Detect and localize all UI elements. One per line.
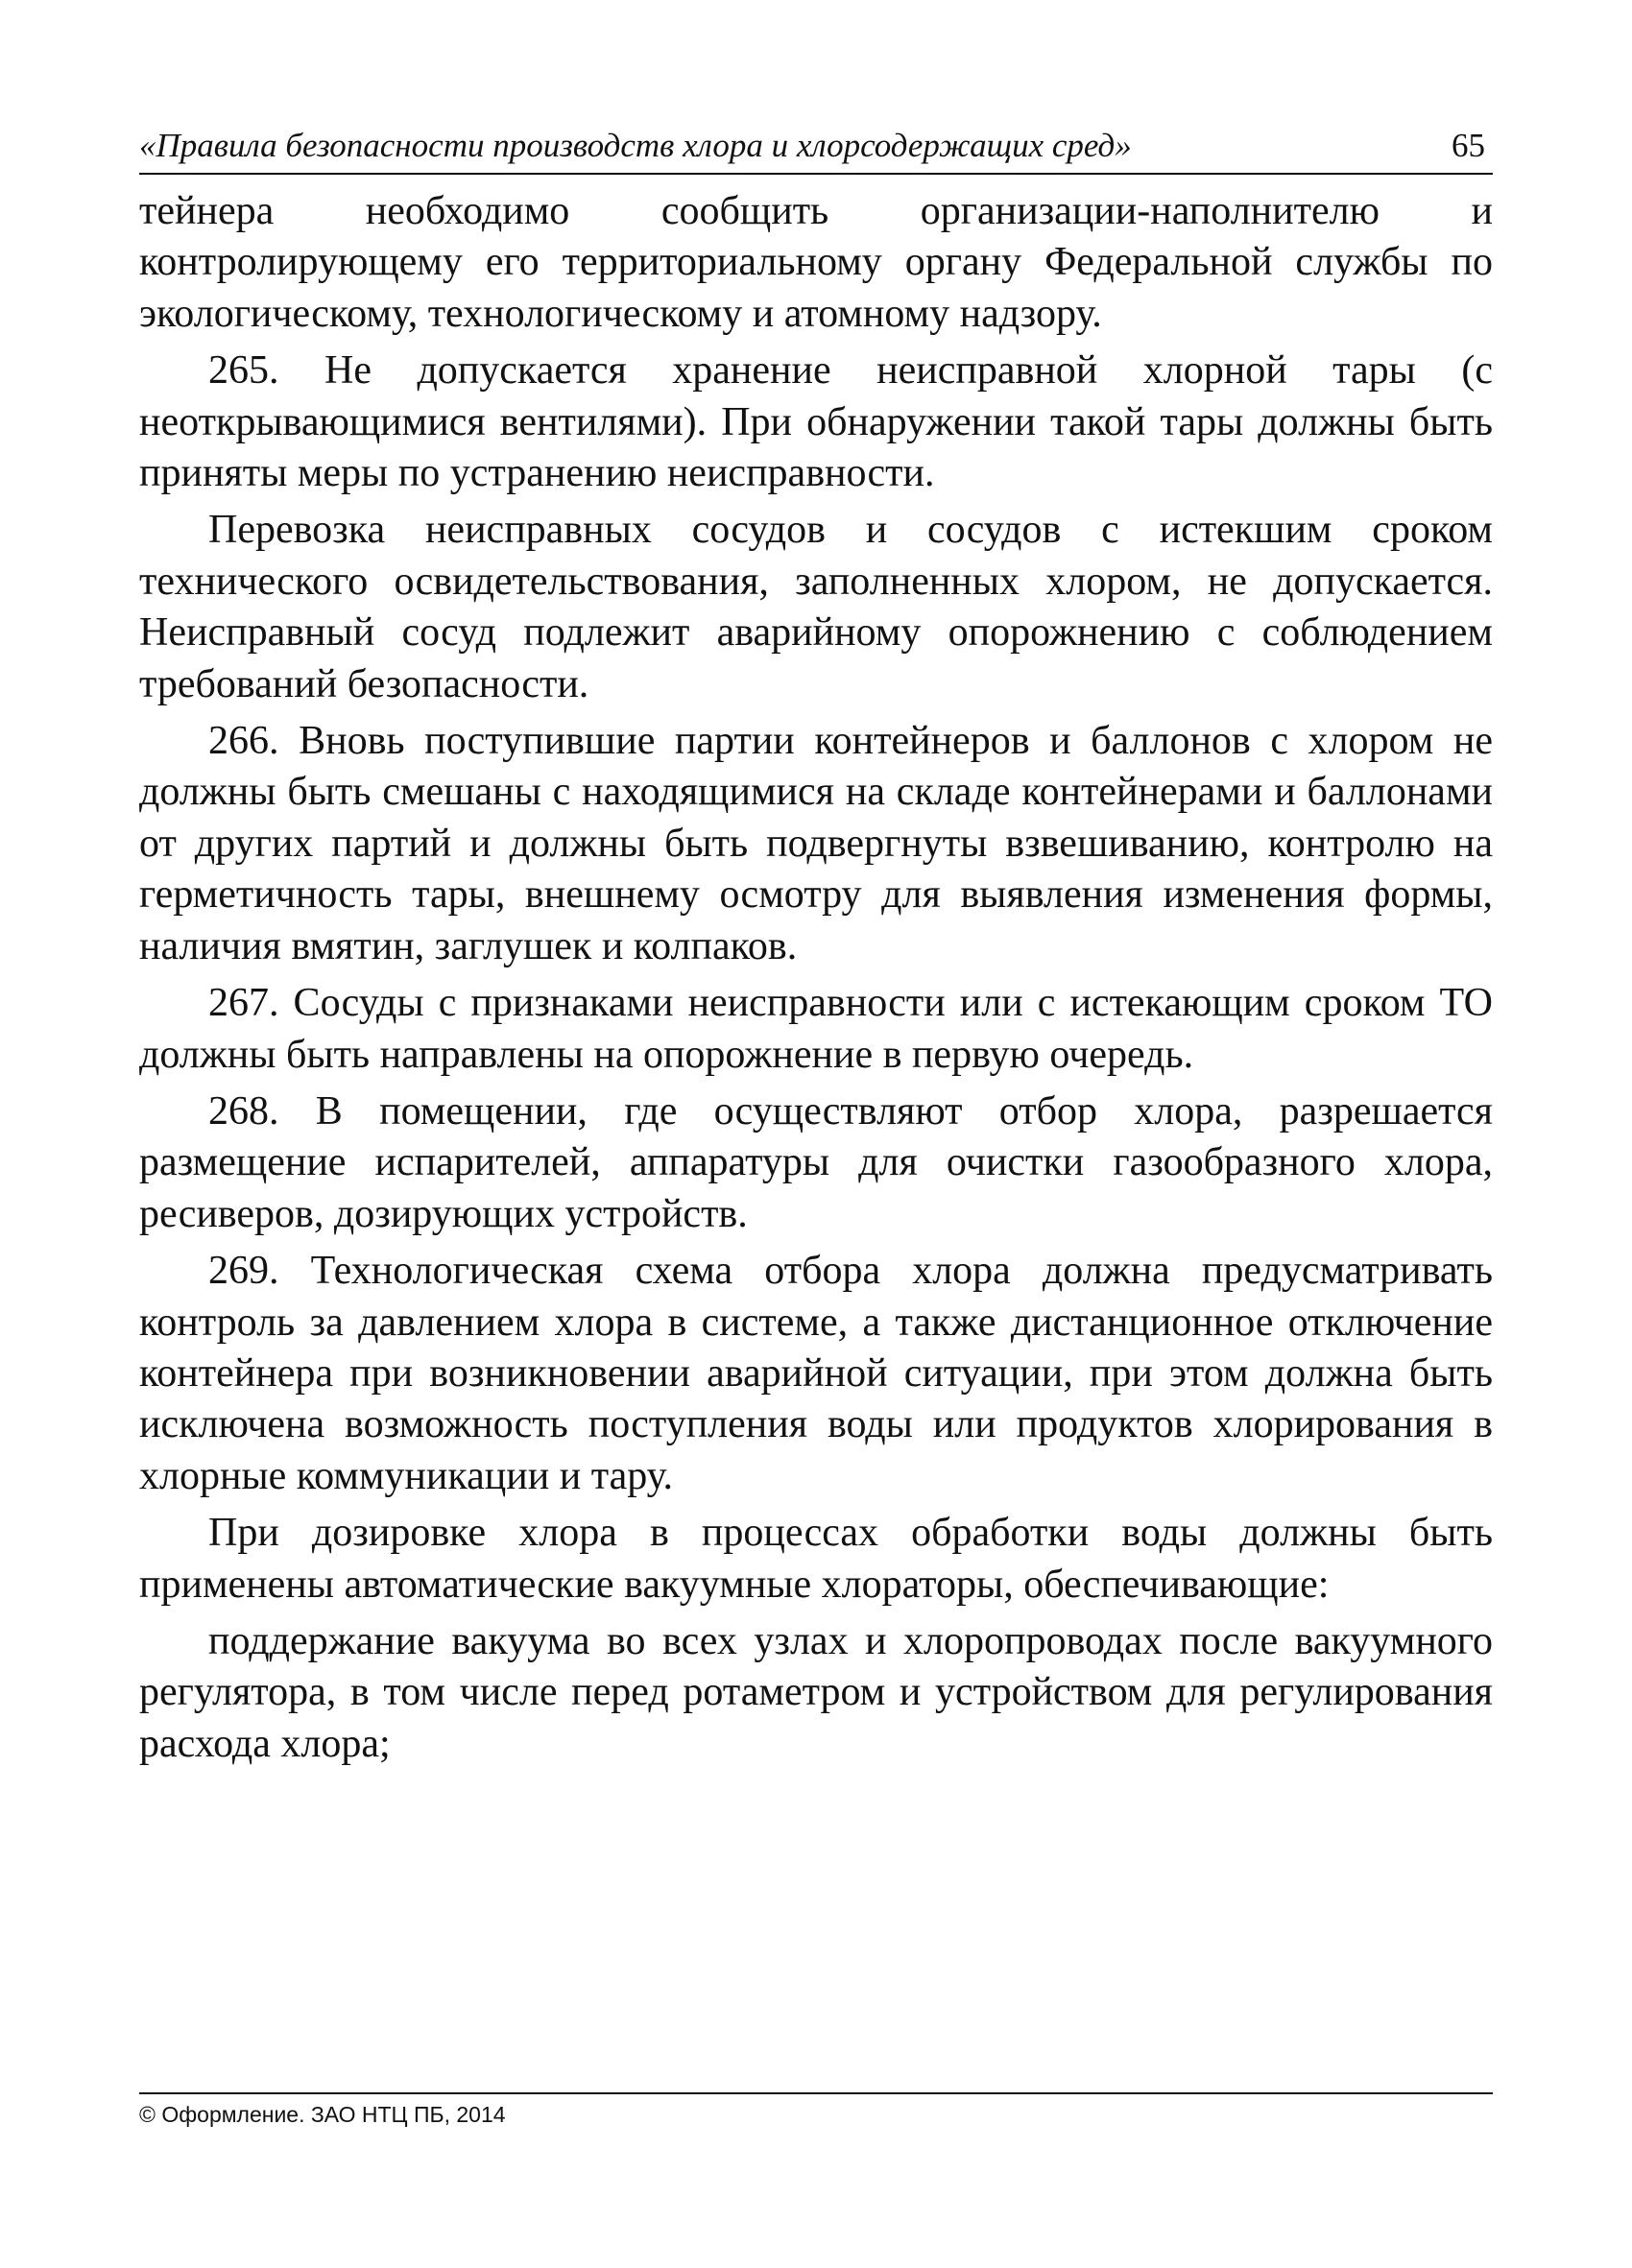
paragraph-item-266: 266. Вновь поступившие партии контейнеров и баллонов с хлором не должны быть смешаны с находящимися на складе контейнерами и баллонами от других партий и должны быть подвергнуты взвешиванию, контролю на герметичность тары, внешнему осмотру для выявления изменения формы, наличия вмятин, заглушек и колпаков. — [139, 719, 1493, 968]
paragraph-item-269: 269. Технологическая схема отбора хлора должна предусматривать контроль за давлением хлора в системе, а также дистанционное отключение контейнера при возникновении аварийной ситуации, при этом должна быть исключена возможность поступления воды или продуктов хлорирования в хлорные коммуникации и тару. — [139, 1249, 1493, 1498]
page-number: 65 — [1452, 127, 1485, 164]
paragraph-continuation: тейнера необходимо сообщить организации-наполнителю и контролирующему его территориальному органу Федеральной службы по экологическому, технологическому и атомному надзору. — [139, 189, 1493, 336]
running-header — [139, 123, 1493, 175]
document-title: «Правила безопасности производств хлора и хлорсодержащих сред» — [139, 127, 1132, 164]
page-footer — [139, 2092, 1493, 2128]
paragraph-transport: Перевозка неисправных сосудов и сосудов с истекшим сроком технического освидетельствования, заполненных хлором, не допускается. Неисправный сосуд подлежит аварийному опорожнению с соблюдением требований безопасности. — [139, 508, 1493, 706]
copyright-text: © Оформление. ЗАО НТЦ ПБ, 2014 — [139, 2102, 506, 2127]
document-page — [139, 123, 1493, 1776]
body-text — [139, 186, 1493, 1770]
paragraph-item-265: 265. Не допускается хранение неисправной хлорной тары (с неоткрывающимися вентилями). При обнаружении такой тары должны быть приняты меры по устранению неисправности. — [139, 348, 1493, 496]
paragraph-vacuum: поддержание вакуума во всех узлах и хлоропроводах после вакуумного регулятора, в том числе перед ротаметром и устройством для регулирования расхода хлора; — [139, 1618, 1493, 1766]
paragraph-item-268: 268. В помещении, где осуществляют отбор хлора, разрешается размещение испарителей, аппаратуры для очистки газообразного хлора, ресиверов, дозирующих устройств. — [139, 1088, 1493, 1236]
paragraph-item-267: 267. Сосуды с признаками неисправности или с истекающим сроком ТО должны быть направлены на опорожнение в первую очередь. — [139, 981, 1493, 1077]
paragraph-dosing: При дозировке хлора в процессах обработки воды должны быть применены автоматические вакуумные хлораторы, обеспечивающие: — [139, 1511, 1493, 1607]
